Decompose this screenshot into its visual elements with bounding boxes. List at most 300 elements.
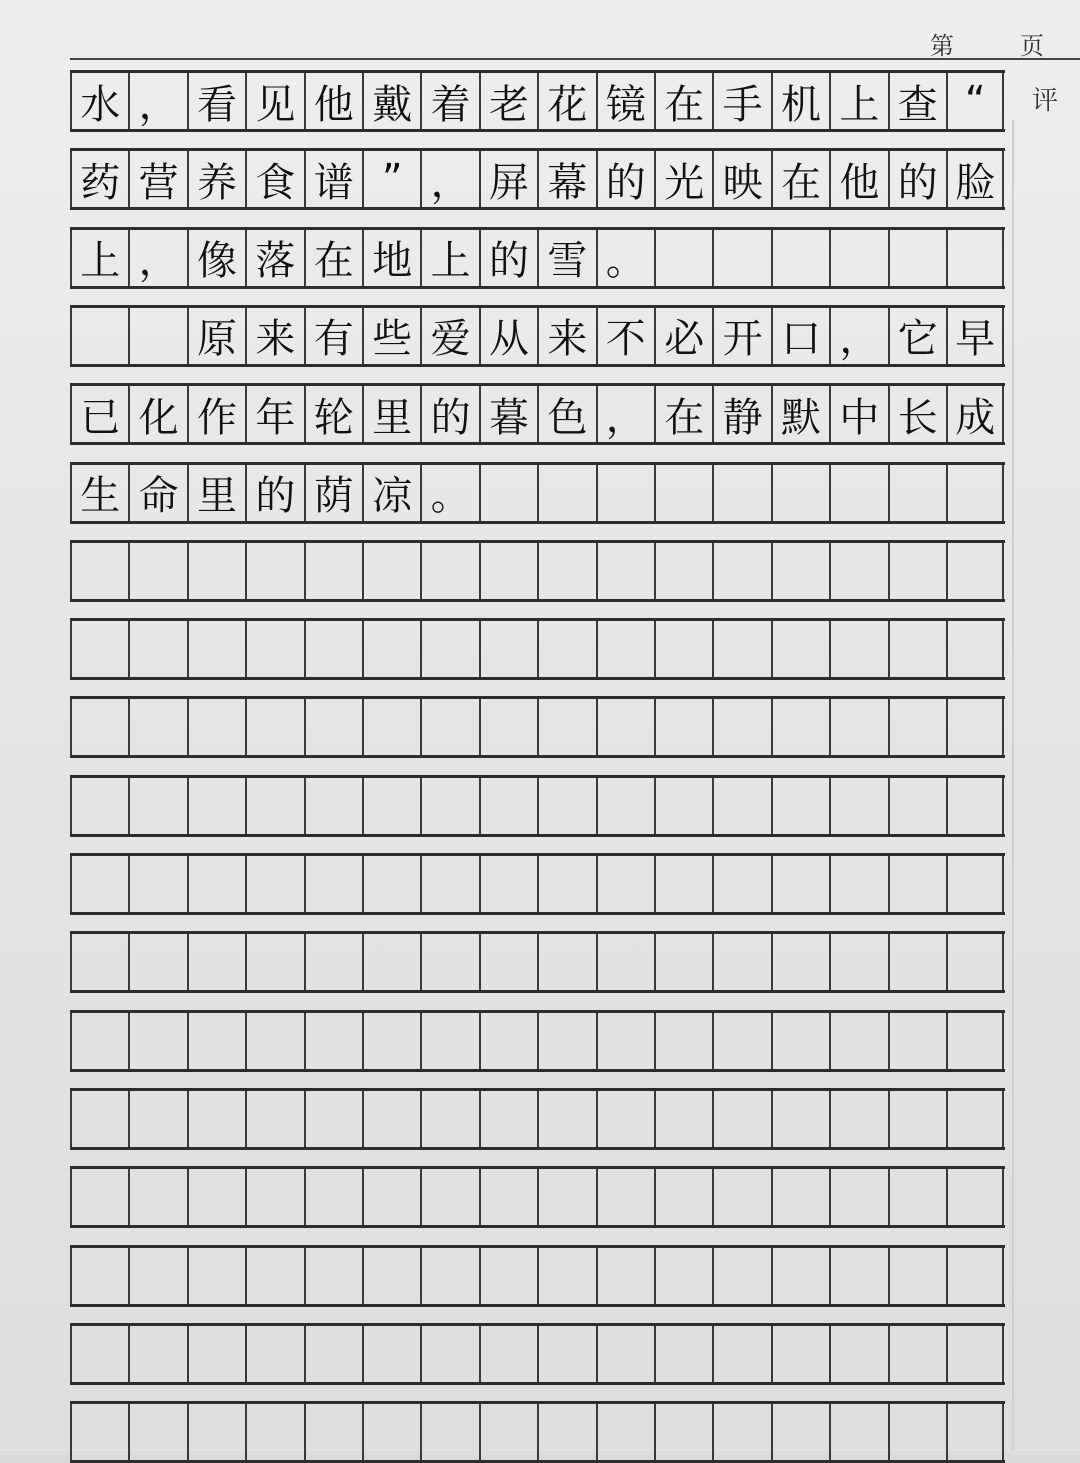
grid-cell: 年 bbox=[245, 386, 303, 442]
grid-cell: 必 bbox=[654, 308, 712, 364]
grid-cell: 早 bbox=[946, 308, 1004, 364]
grid-cell bbox=[128, 778, 186, 834]
grid-cell: 默 bbox=[771, 386, 829, 442]
grid-cell bbox=[537, 1326, 595, 1382]
grid-cell bbox=[187, 699, 245, 755]
grid-row bbox=[70, 70, 1005, 132]
grid-cell: 命 bbox=[128, 465, 186, 521]
grid-cell bbox=[187, 778, 245, 834]
grid-cell bbox=[888, 1169, 946, 1225]
grid-cell bbox=[70, 856, 128, 912]
grid-cell bbox=[245, 1404, 303, 1460]
grid-cell bbox=[712, 778, 770, 834]
grid-cell: 荫 bbox=[304, 465, 362, 521]
grid-cell: ， bbox=[596, 386, 654, 442]
grid-cell bbox=[771, 1404, 829, 1460]
grid-cell bbox=[596, 1404, 654, 1460]
grid-cell bbox=[946, 778, 1004, 834]
grid-cell bbox=[888, 1248, 946, 1304]
grid-cell bbox=[479, 778, 537, 834]
grid-cell: 手 bbox=[712, 73, 770, 129]
grid-cell bbox=[596, 1326, 654, 1382]
grid-cell bbox=[362, 621, 420, 677]
grid-cell: 他 bbox=[304, 73, 362, 129]
grid-cell bbox=[187, 543, 245, 599]
grid-cell bbox=[128, 699, 186, 755]
grid-cell bbox=[70, 1091, 128, 1147]
grid-cell bbox=[712, 1013, 770, 1069]
grid-cell bbox=[479, 699, 537, 755]
grid-cell bbox=[128, 543, 186, 599]
grid-cell: 机 bbox=[771, 73, 829, 129]
grid-cell bbox=[128, 308, 186, 364]
grid-cell bbox=[128, 621, 186, 677]
grid-cell bbox=[70, 778, 128, 834]
grid-cell: 来 bbox=[245, 308, 303, 364]
grid-row bbox=[70, 148, 1005, 210]
grid-cell: 生 bbox=[70, 465, 128, 521]
grid-cell bbox=[771, 778, 829, 834]
grid-cell bbox=[245, 1091, 303, 1147]
grid-cell bbox=[420, 934, 478, 990]
grid-cell bbox=[829, 1404, 887, 1460]
grid-cell bbox=[420, 699, 478, 755]
grid-cell bbox=[537, 1404, 595, 1460]
grid-cell bbox=[946, 1326, 1004, 1382]
grid-cell bbox=[304, 699, 362, 755]
grid-cell: 。 bbox=[420, 465, 478, 521]
grid-cell bbox=[128, 1326, 186, 1382]
grid-cell bbox=[537, 778, 595, 834]
grid-cell: 里 bbox=[187, 465, 245, 521]
grid-row bbox=[70, 1323, 1005, 1385]
grid-cell bbox=[712, 1248, 770, 1304]
grid-cell bbox=[187, 856, 245, 912]
grid-cell bbox=[596, 1091, 654, 1147]
grid-cell: 。 bbox=[596, 230, 654, 286]
grid-cell bbox=[771, 1013, 829, 1069]
grid-row bbox=[70, 696, 1005, 758]
grid-cell bbox=[304, 1248, 362, 1304]
grid-row bbox=[70, 1401, 1005, 1463]
grid-cell: 长 bbox=[888, 386, 946, 442]
grid-cell bbox=[654, 934, 712, 990]
grid-cell bbox=[888, 699, 946, 755]
grid-cell bbox=[304, 543, 362, 599]
grid-cell bbox=[70, 934, 128, 990]
grid-cell bbox=[771, 1091, 829, 1147]
grid-cell bbox=[829, 1091, 887, 1147]
grid-cell bbox=[596, 856, 654, 912]
grid-cell bbox=[596, 465, 654, 521]
grid-cell bbox=[479, 465, 537, 521]
grid-cell bbox=[537, 543, 595, 599]
grid-cell bbox=[596, 1169, 654, 1225]
grid-cell bbox=[771, 1169, 829, 1225]
grid-cell bbox=[245, 621, 303, 677]
grid-cell bbox=[771, 1248, 829, 1304]
grid-cell bbox=[537, 699, 595, 755]
grid-cell bbox=[888, 465, 946, 521]
grid-cell bbox=[245, 699, 303, 755]
grid-cell: 镜 bbox=[596, 73, 654, 129]
grid-cell bbox=[362, 543, 420, 599]
grid-cell bbox=[70, 1404, 128, 1460]
grid-cell bbox=[888, 621, 946, 677]
grid-cell bbox=[479, 543, 537, 599]
grid-cell bbox=[596, 543, 654, 599]
grid-cell bbox=[829, 699, 887, 755]
grid-cell bbox=[420, 1326, 478, 1382]
grid-cell: ， bbox=[420, 151, 478, 207]
grid-cell bbox=[888, 1404, 946, 1460]
grid-cell: 轮 bbox=[304, 386, 362, 442]
grid-cell bbox=[712, 1404, 770, 1460]
grid-cell bbox=[712, 699, 770, 755]
grid-row bbox=[70, 775, 1005, 837]
grid-cell bbox=[712, 621, 770, 677]
grid-cell: 从 bbox=[479, 308, 537, 364]
grid-cell bbox=[362, 1013, 420, 1069]
grid-cell: 静 bbox=[712, 386, 770, 442]
grid-cell: 在 bbox=[304, 230, 362, 286]
grid-row bbox=[70, 227, 1005, 289]
grid-cell bbox=[187, 1326, 245, 1382]
grid-cell bbox=[888, 230, 946, 286]
grid-cell: 爱 bbox=[420, 308, 478, 364]
grid-cell bbox=[654, 465, 712, 521]
grid-cell bbox=[70, 1169, 128, 1225]
grid-row bbox=[70, 1245, 1005, 1307]
grid-cell bbox=[304, 621, 362, 677]
grid-cell bbox=[420, 1169, 478, 1225]
grid-cell bbox=[304, 934, 362, 990]
grid-cell: 口 bbox=[771, 308, 829, 364]
grid-cell bbox=[537, 856, 595, 912]
grid-cell bbox=[187, 1169, 245, 1225]
grid-cell bbox=[479, 1404, 537, 1460]
grid-cell bbox=[70, 543, 128, 599]
grid-cell: 暮 bbox=[479, 386, 537, 442]
grid-cell bbox=[245, 1169, 303, 1225]
grid-cell: 色 bbox=[537, 386, 595, 442]
grid-cell bbox=[712, 856, 770, 912]
grid-cell bbox=[187, 1091, 245, 1147]
grid-cell bbox=[771, 621, 829, 677]
grid-cell bbox=[362, 1404, 420, 1460]
grid-cell bbox=[771, 934, 829, 990]
grid-cell bbox=[888, 1091, 946, 1147]
grid-cell bbox=[420, 621, 478, 677]
grid-cell bbox=[245, 778, 303, 834]
grid-row bbox=[70, 383, 1005, 445]
grade-label: 评 bbox=[1032, 86, 1059, 116]
grid-cell bbox=[304, 856, 362, 912]
grid-cell bbox=[70, 1248, 128, 1304]
grid-cell bbox=[888, 1013, 946, 1069]
grid-cell: ， bbox=[128, 230, 186, 286]
grid-cell bbox=[128, 1169, 186, 1225]
grid-cell bbox=[245, 1013, 303, 1069]
grid-cell bbox=[128, 856, 186, 912]
grid-cell bbox=[128, 1404, 186, 1460]
grid-cell bbox=[946, 543, 1004, 599]
grid-cell bbox=[829, 230, 887, 286]
grid-cell bbox=[362, 934, 420, 990]
grid-cell: 在 bbox=[654, 386, 712, 442]
grid-cell bbox=[70, 1326, 128, 1382]
grid-cell bbox=[654, 1248, 712, 1304]
grid-cell: 他 bbox=[829, 151, 887, 207]
grid-cell: 养 bbox=[187, 151, 245, 207]
grid-cell bbox=[946, 1013, 1004, 1069]
grid-cell: ， bbox=[128, 73, 186, 129]
grid-cell: 着 bbox=[420, 73, 478, 129]
grid-cell: 有 bbox=[304, 308, 362, 364]
grid-cell bbox=[304, 778, 362, 834]
grid-cell: 的 bbox=[479, 230, 537, 286]
grid-cell bbox=[187, 1404, 245, 1460]
grid-row bbox=[70, 931, 1005, 993]
grid-cell bbox=[654, 1169, 712, 1225]
grid-cell: 上 bbox=[829, 73, 887, 129]
grid-row bbox=[70, 1166, 1005, 1228]
grid-cell bbox=[420, 856, 478, 912]
grid-cell bbox=[304, 1013, 362, 1069]
grid-cell bbox=[537, 465, 595, 521]
grid-cell: 上 bbox=[420, 230, 478, 286]
grid-cell: 地 bbox=[362, 230, 420, 286]
grid-cell bbox=[596, 621, 654, 677]
grid-cell: 落 bbox=[245, 230, 303, 286]
grid-cell bbox=[946, 699, 1004, 755]
grid-cell bbox=[946, 1248, 1004, 1304]
grid-cell bbox=[829, 778, 887, 834]
grid-cell bbox=[420, 1248, 478, 1304]
grid-cell bbox=[946, 934, 1004, 990]
grid-cell: 的 bbox=[245, 465, 303, 521]
grid-cell bbox=[829, 621, 887, 677]
grid-cell: 来 bbox=[537, 308, 595, 364]
grid-row bbox=[70, 618, 1005, 680]
grid-cell: 的 bbox=[888, 151, 946, 207]
grid-cell bbox=[888, 778, 946, 834]
grid-cell bbox=[245, 1326, 303, 1382]
grid-cell bbox=[771, 856, 829, 912]
grid-cell: 它 bbox=[888, 308, 946, 364]
grid-cell bbox=[70, 699, 128, 755]
grid-cell bbox=[420, 1404, 478, 1460]
grid-cell bbox=[654, 543, 712, 599]
grid-cell bbox=[128, 934, 186, 990]
grid-cell bbox=[654, 699, 712, 755]
grid-cell bbox=[420, 1013, 478, 1069]
grid-cell bbox=[362, 778, 420, 834]
grid-cell: 像 bbox=[187, 230, 245, 286]
grid-cell bbox=[654, 621, 712, 677]
grid-cell: 化 bbox=[128, 386, 186, 442]
grid-cell: 屏 bbox=[479, 151, 537, 207]
grid-row bbox=[70, 462, 1005, 524]
grid-cell bbox=[946, 1404, 1004, 1460]
grid-cell bbox=[829, 1169, 887, 1225]
grid-cell bbox=[245, 543, 303, 599]
grid-row bbox=[70, 305, 1005, 367]
grid-cell: 看 bbox=[187, 73, 245, 129]
grid-cell: 雪 bbox=[537, 230, 595, 286]
grid-cell bbox=[888, 1326, 946, 1382]
grid-cell bbox=[946, 856, 1004, 912]
grid-cell bbox=[304, 1169, 362, 1225]
grid-cell: 开 bbox=[712, 308, 770, 364]
grid-cell bbox=[420, 778, 478, 834]
grid-cell bbox=[479, 856, 537, 912]
grid-row bbox=[70, 1088, 1005, 1150]
grid-cell: 营 bbox=[128, 151, 186, 207]
grid-cell bbox=[187, 1013, 245, 1069]
grid-cell bbox=[479, 1091, 537, 1147]
grid-cell bbox=[362, 856, 420, 912]
grid-cell: 作 bbox=[187, 386, 245, 442]
grid-cell bbox=[654, 856, 712, 912]
grid-cell bbox=[596, 1013, 654, 1069]
grid-cell: 的 bbox=[596, 151, 654, 207]
grid-row bbox=[70, 853, 1005, 915]
grid-cell: “ bbox=[946, 73, 1004, 129]
grid-cell: 水 bbox=[70, 73, 128, 129]
grid-cell: 见 bbox=[245, 73, 303, 129]
grid-cell bbox=[479, 1248, 537, 1304]
grid-cell bbox=[537, 934, 595, 990]
grid-cell bbox=[420, 1091, 478, 1147]
grid-cell bbox=[771, 699, 829, 755]
grid-cell: 里 bbox=[362, 386, 420, 442]
grid-cell: 脸 bbox=[946, 151, 1004, 207]
grid-cell bbox=[829, 543, 887, 599]
grid-cell bbox=[712, 934, 770, 990]
grid-cell bbox=[712, 1326, 770, 1382]
page-label-ye: 页 bbox=[1020, 32, 1044, 60]
grid-cell bbox=[712, 1169, 770, 1225]
grid-cell bbox=[479, 1326, 537, 1382]
grid-cell bbox=[771, 465, 829, 521]
grid-cell bbox=[829, 856, 887, 912]
grid-cell: 已 bbox=[70, 386, 128, 442]
grid-cell: 谱 bbox=[304, 151, 362, 207]
grid-cell bbox=[479, 1169, 537, 1225]
grid-cell bbox=[70, 621, 128, 677]
grid-cell bbox=[946, 1091, 1004, 1147]
grid-cell bbox=[946, 1169, 1004, 1225]
grid-cell bbox=[712, 1091, 770, 1147]
grid-cell bbox=[537, 1013, 595, 1069]
grid-cell bbox=[479, 1013, 537, 1069]
grid-cell bbox=[771, 1326, 829, 1382]
grid-cell bbox=[479, 934, 537, 990]
grid-cell bbox=[245, 1248, 303, 1304]
grid-cell: 不 bbox=[596, 308, 654, 364]
grid-cell: 花 bbox=[537, 73, 595, 129]
grid-cell bbox=[888, 543, 946, 599]
grid-cell bbox=[654, 1404, 712, 1460]
grid-cell bbox=[128, 1013, 186, 1069]
grid-cell bbox=[304, 1404, 362, 1460]
grid-cell bbox=[829, 1013, 887, 1069]
grid-cell bbox=[829, 1248, 887, 1304]
grid-cell: 凉 bbox=[362, 465, 420, 521]
grid-cell bbox=[888, 934, 946, 990]
grid-cell: 些 bbox=[362, 308, 420, 364]
grid-cell bbox=[420, 543, 478, 599]
grid-cell bbox=[829, 1326, 887, 1382]
grid-cell bbox=[362, 1248, 420, 1304]
grid-cell: 映 bbox=[712, 151, 770, 207]
grid-cell bbox=[829, 465, 887, 521]
grid-cell: 上 bbox=[70, 230, 128, 286]
grid-cell: 幕 bbox=[537, 151, 595, 207]
grid-cell bbox=[771, 543, 829, 599]
grid-cell bbox=[946, 230, 1004, 286]
grid-cell: 的 bbox=[420, 386, 478, 442]
grid-cell bbox=[362, 1091, 420, 1147]
grid-cell bbox=[712, 543, 770, 599]
grid-cell bbox=[187, 934, 245, 990]
grid-cell bbox=[187, 1248, 245, 1304]
grid-cell bbox=[537, 1169, 595, 1225]
grid-row bbox=[70, 1010, 1005, 1072]
grid-cell bbox=[596, 699, 654, 755]
grid-cell bbox=[128, 1248, 186, 1304]
grid-cell: ” bbox=[362, 151, 420, 207]
grid-cell: 药 bbox=[70, 151, 128, 207]
grid-cell: ， bbox=[829, 308, 887, 364]
grid-cell: 查 bbox=[888, 73, 946, 129]
grid-row bbox=[70, 540, 1005, 602]
grid-cell bbox=[479, 621, 537, 677]
grid-cell bbox=[304, 1326, 362, 1382]
grid-cell bbox=[596, 1248, 654, 1304]
grid-cell bbox=[946, 621, 1004, 677]
grid-cell bbox=[70, 1013, 128, 1069]
grid-cell bbox=[654, 778, 712, 834]
grid-cell bbox=[654, 230, 712, 286]
grid-cell: 成 bbox=[946, 386, 1004, 442]
grid-cell: 光 bbox=[654, 151, 712, 207]
grid-cell bbox=[187, 621, 245, 677]
grid-cell bbox=[70, 308, 128, 364]
grid-cell bbox=[654, 1013, 712, 1069]
grid-cell bbox=[362, 699, 420, 755]
grid-cell bbox=[537, 1248, 595, 1304]
page-label-di: 第 bbox=[930, 32, 954, 60]
grid-cell bbox=[245, 934, 303, 990]
grid-cell bbox=[829, 934, 887, 990]
grid-cell bbox=[888, 856, 946, 912]
grid-cell: 中 bbox=[829, 386, 887, 442]
grid-cell bbox=[712, 465, 770, 521]
grid-cell bbox=[596, 934, 654, 990]
grid-cell bbox=[771, 230, 829, 286]
grid-cell: 在 bbox=[654, 73, 712, 129]
grid-cell: 老 bbox=[479, 73, 537, 129]
grid-cell bbox=[712, 230, 770, 286]
grid-cell bbox=[946, 465, 1004, 521]
grid-cell bbox=[362, 1326, 420, 1382]
grid-cell bbox=[654, 1091, 712, 1147]
grid-cell bbox=[654, 1326, 712, 1382]
grid-cell bbox=[362, 1169, 420, 1225]
grid-cell bbox=[537, 1091, 595, 1147]
